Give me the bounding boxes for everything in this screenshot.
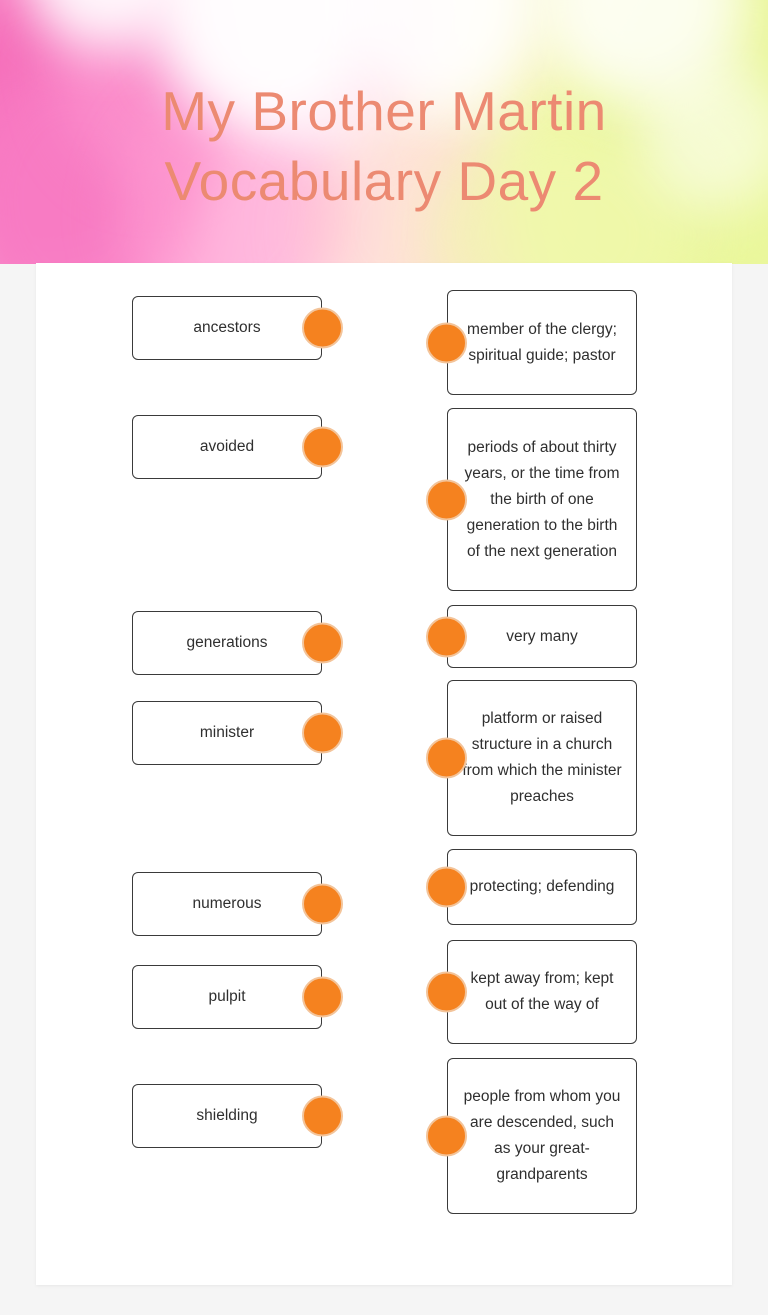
vocabulary-word-label: pulpit	[208, 988, 246, 1005]
match-connector-knob-icon[interactable]	[426, 1116, 467, 1157]
match-connector-knob-icon[interactable]	[426, 972, 467, 1013]
match-connector-knob-icon[interactable]	[302, 623, 343, 664]
match-connector-knob-icon[interactable]	[302, 884, 343, 925]
vocabulary-word-card[interactable]	[132, 296, 322, 360]
vocabulary-word-column	[132, 296, 322, 1148]
vocabulary-word-label: ancestors	[193, 319, 261, 336]
definition-label: member of the clergy; spiritual guide; pastor	[467, 320, 617, 364]
definition-label: kept away from; kept out of the way of	[470, 970, 614, 1013]
page-title	[0, 76, 768, 216]
definition-card[interactable]	[447, 1058, 637, 1214]
vocabulary-word-label: minister	[199, 724, 255, 741]
match-connector-knob-icon[interactable]	[426, 322, 467, 363]
definition-column	[447, 290, 637, 1214]
definition-card[interactable]	[447, 605, 637, 668]
vocabulary-word-label: shielding	[196, 1107, 258, 1124]
definition-label: very many	[506, 627, 578, 645]
vocabulary-word-card[interactable]	[132, 701, 322, 765]
vocabulary-word-card[interactable]	[132, 611, 322, 675]
page-title-line-2: Vocabulary Day 2	[164, 150, 604, 212]
match-connector-knob-icon[interactable]	[302, 713, 343, 754]
vocabulary-word-card[interactable]	[132, 872, 322, 936]
page-title-line-1: My Brother Martin	[161, 80, 607, 142]
vocabulary-word-card[interactable]	[132, 965, 322, 1029]
match-connector-knob-icon[interactable]	[302, 427, 343, 468]
definition-label: periods of about thirty years, or the time from the birth of one generation to the birth of the next generation	[464, 438, 620, 560]
match-connector-knob-icon[interactable]	[302, 1096, 343, 1137]
match-connector-knob-icon[interactable]	[426, 867, 467, 908]
definition-card[interactable]	[447, 680, 637, 836]
definition-card[interactable]	[447, 940, 637, 1044]
definition-label: people from whom you are descended, such as your great-grandparents	[463, 1088, 621, 1183]
definition-label: protecting; defending	[469, 878, 615, 895]
vocabulary-word-card[interactable]	[132, 415, 322, 479]
match-connector-knob-icon[interactable]	[426, 479, 467, 520]
vocabulary-word-label: generations	[186, 634, 268, 651]
definition-label: platform or raised structure in a church from which the minister preaches	[462, 710, 622, 805]
vocabulary-word-label: avoided	[199, 438, 255, 455]
definition-card[interactable]	[447, 408, 637, 591]
definition-card[interactable]	[447, 290, 637, 395]
match-connector-knob-icon[interactable]	[426, 738, 467, 779]
match-connector-knob-icon[interactable]	[426, 616, 467, 657]
definition-card[interactable]	[447, 849, 637, 925]
vocabulary-word-card[interactable]	[132, 1084, 322, 1148]
match-connector-knob-icon[interactable]	[302, 308, 343, 349]
vocabulary-word-label: numerous	[192, 895, 262, 912]
match-connector-knob-icon[interactable]	[302, 977, 343, 1018]
